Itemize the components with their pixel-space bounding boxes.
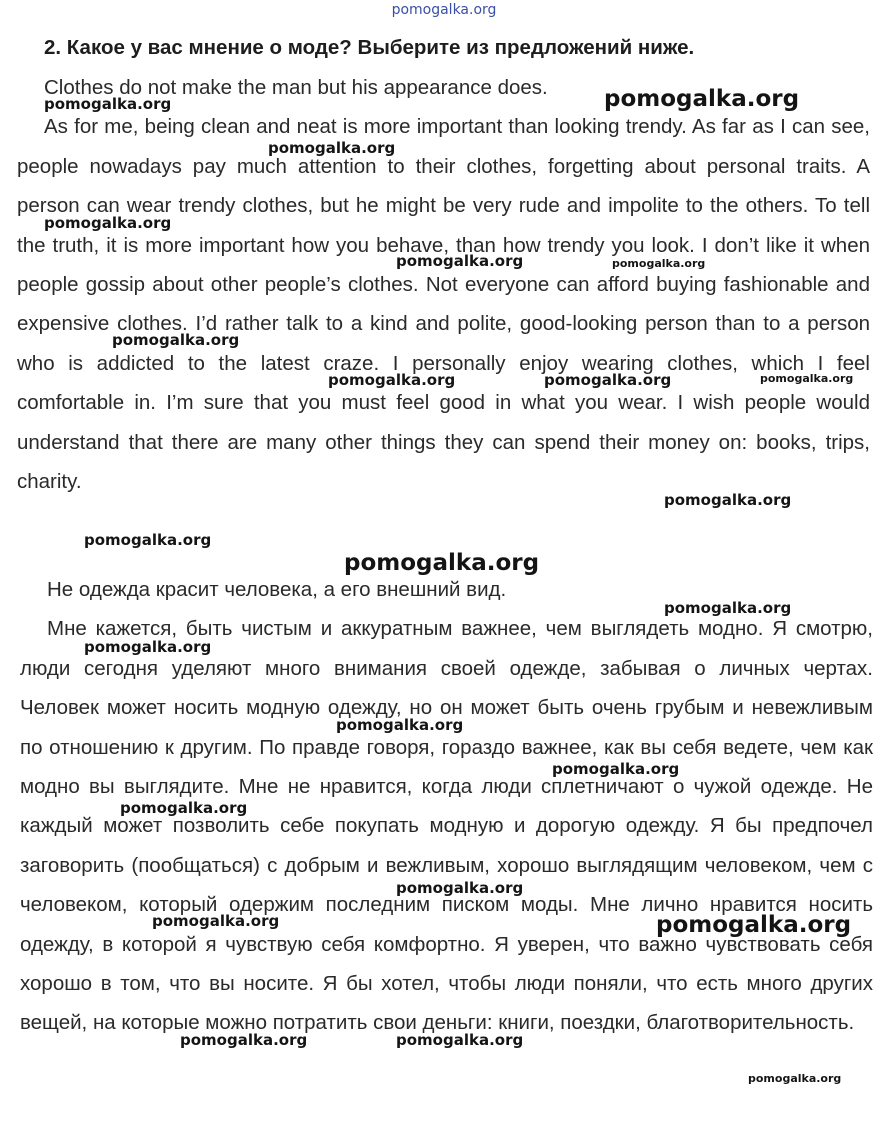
watermark: pomogalka.org [396,252,524,270]
watermark: pomogalka.org [664,491,792,509]
russian-lead-sentence: Не одежда красит человека, а его внешний вид. [47,578,507,601]
watermark: pomogalka.org [604,86,800,112]
watermark: pomogalka.org [344,550,540,576]
watermark: pomogalka.org [656,912,852,938]
task-heading: 2. Какое у вас мнение о моде? Выберите из предложений ниже. [44,36,695,59]
watermark: pomogalka.org [396,879,524,897]
watermark: pomogalka.org [84,638,212,656]
english-lead-sentence: Clothes do not make the man but his appearance does. [44,76,548,99]
watermark: pomogalka.org [396,1031,524,1049]
watermark: pomogalka.org [552,760,680,778]
watermark: pomogalka.org [328,371,456,389]
watermark: pomogalka.org [336,716,464,734]
watermark: pomogalka.org [120,799,248,817]
watermark: pomogalka.org [544,371,672,389]
watermark: pomogalka.org [112,331,240,349]
russian-paragraph: Мне кажется, быть чистым и аккуратным важнее, чем выглядеть модно. Я смотрю, люди сегодня уделяют много внимания своей одежде, забывая о личных чертах. Человек может носить модную одежду, но он может быть очень грубым и невежливым по отношению к другим. По правде говоря, гораздо важнее, как вы себя ведете, чем как модно вы выглядите. Мне не нравится, когда люди сплетничают о чужой одежде. Не каждый может позволить себе покупать модную и дорогую одежду. Я бы предпочел заговорить (пообщаться) с добрым и вежливым, хорошо выглядящим человеком, чем с человеком, который одержим последним писком моды. Мне лично нравится носить одежду, в которой я чувствую себя комфортно. Я уверен, что важно чувствовать себя хорошо в том, что вы носите. Я бы хотел, чтобы люди поняли, что есть много других вещей, на которые можно потратить свои деньги: книги, поездки, благотворительность. [20,617,873,1035]
watermark: pomogalka.org [84,531,212,549]
english-answer [17,68,870,501]
english-paragraph: As for me, being clean and neat is more important than looking trendy. As far as I can see, people nowadays pay much attention to their clothes, forgetting about personal traits. A person can wear trendy clothes, but he might be very rude and impolite to the others. To tell the truth, it is more important how you behave, than how trendy you look. I don’t like it when people gossip about other people’s clothes. Not everyone can afford buying fashionable and expensive clothes. I’d rather talk to a kind and polite, good-looking person than to a person who is addicted to the latest craze. I personally enjoy wearing clothes, which I feel comfortable in. I’m sure that you must feel good in what you wear. I wish people would understand that there are many other things they can spend their money on: books, trips, charity. [17,115,870,494]
watermark: pomogalka.org [44,214,172,232]
watermark: pomogalka.org [760,372,854,385]
watermark: pomogalka.org [180,1031,308,1049]
watermark: pomogalka.org [664,599,792,617]
watermark: pomogalka.org [748,1072,842,1085]
watermark: pomogalka.org [44,95,172,113]
watermark: pomogalka.org [268,139,396,157]
site-header[interactable]: pomogalka.org [391,2,497,18]
watermark: pomogalka.org [612,257,706,270]
watermark: pomogalka.org [152,912,280,930]
